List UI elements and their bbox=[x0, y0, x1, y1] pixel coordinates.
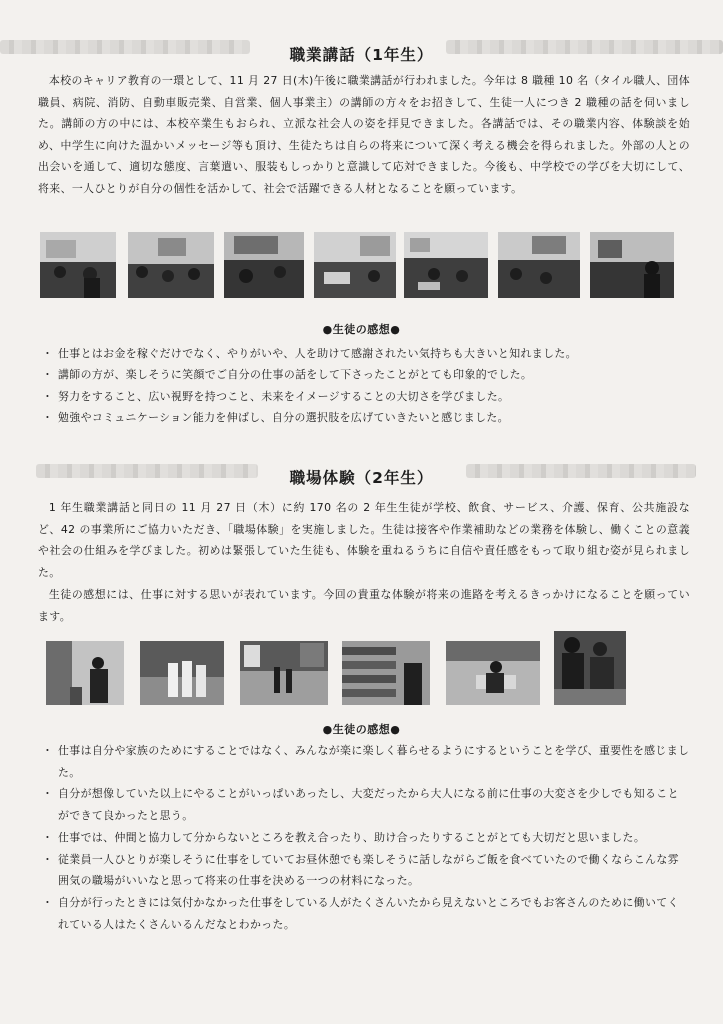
section1-title: 職業講話（1年生） bbox=[289, 46, 434, 64]
impression-item: ・ 自分が想像していた以上にやることがいっぱいあったし、大変だったから大人になる前に仕事の大変さを少しでも知ることができて良かったと思う。 bbox=[44, 783, 690, 826]
section1-impressions-heading: ●生徒の感想● bbox=[322, 323, 401, 336]
section1-photo-strip bbox=[40, 232, 674, 298]
section1-impressions-list bbox=[44, 343, 690, 429]
impression-item: ・ 仕事は自分や家族のためにすることではなく、みんなが楽に楽しく暮らせるようにするということを学び、重要性を感じました。 bbox=[44, 740, 690, 783]
workplace-photo bbox=[554, 631, 626, 705]
impression-item: ・ 自分が行ったときには気付かなかった仕事をしている人がたくさんいたから見えないところでもお客さんのために働いてくれている人はたくさんいるんだなとわかった。 bbox=[44, 892, 690, 935]
impression-item: ・ 仕事とはお金を稼ぐだけでなく、やりがいや、人を助けて感謝されたい気持ちも大きいと知れました。 bbox=[44, 343, 690, 364]
lecture-photo bbox=[224, 232, 304, 298]
lecture-photo bbox=[590, 232, 674, 298]
impression-item: ・ 努力をすること、広い視野を持つこと、未来をイメージすることの大切さを学びました。 bbox=[44, 386, 690, 407]
impression-item: ・ 勉強やコミュニケーション能力を伸ばし、自分の選択肢を広げていきたいと感じました。 bbox=[44, 407, 690, 428]
impression-item: ・ 仕事では、仲間と協力して分からないところを教え合ったり、助け合ったりすることがとても大切だと思いました。 bbox=[44, 827, 690, 849]
workplace-photo bbox=[46, 641, 124, 705]
section2-impressions-list bbox=[44, 740, 690, 935]
section2-photo-strip bbox=[46, 641, 626, 705]
workplace-photo bbox=[342, 641, 430, 705]
workplace-photo bbox=[240, 641, 328, 705]
lecture-photo bbox=[314, 232, 396, 298]
section2-impressions-heading: ●生徒の感想● bbox=[322, 723, 401, 736]
impression-item: ・ 講師の方が、楽しそうに笑顔でご自分の仕事の話をして下さったことがとても印象的でした。 bbox=[44, 364, 690, 385]
lecture-photo bbox=[128, 232, 214, 298]
section2-paragraph-1: 1 年生職業講話と同日の 11 月 27 日（木）に約 170 名の 2 年生生徒が学校、飲食、サービス、介護、保育、公共施設など、42 の事業所にご協力いただき、「職場体験」を実施しました。生徒は接客や作業補助などの業務を体験し、働くことの意義や社会の仕組みを学びました。初めは緊張していた生徒も、体験を重ねるうちに自信や責任感をもって取り組む姿が見られました。 bbox=[38, 501, 690, 579]
workplace-photo bbox=[446, 641, 540, 705]
section1-paragraph: 本校のキャリア教育の一環として、11 月 27 日(木)午後に職業講話が行われました。今年は 8 職種 10 名（タイル職人、団体職員、病院、消防、自動車販売業、自営業、個人事業主）の講師の方々をお招きして、生徒一人につき 2 職種の話を伺いました。講師の方の中には、本校卒業生もおられ、立派な社会人の姿を拝見できました。各講話では、その職業内容、体験談を始め、中学生に向けた温かいメッセージ等も頂け、生徒たちは自らの将来について深く考える機会を得られました。外部の人との出会いを通して、適切な態度、言葉遣い、服装もしっかりと意識して応対できました。今後も、中学校での学びを大切にして、将来、一人ひとりが自分の個性を活かして、社会で活躍できる人材となることを願っています。 bbox=[38, 74, 690, 195]
workplace-photo bbox=[140, 641, 224, 705]
lecture-photo bbox=[498, 232, 580, 298]
section2-title: 職場体験（2年生） bbox=[289, 469, 434, 487]
lecture-photo bbox=[404, 232, 488, 298]
impression-item: ・ 従業員一人ひとりが楽しそうに仕事をしていてお昼休憩でも楽しそうに話しながらご飯を食べていたので働くならこんな雰囲気の職場がいいなと思って将来の仕事を決める一つの材料になった。 bbox=[44, 849, 690, 892]
section2-paragraph-2: 生徒の感想には、仕事に対する思いが表れています。今回の貴重な体験が将来の進路を考えるきっかけになることを願っています。 bbox=[38, 588, 690, 623]
lecture-photo bbox=[40, 232, 116, 298]
